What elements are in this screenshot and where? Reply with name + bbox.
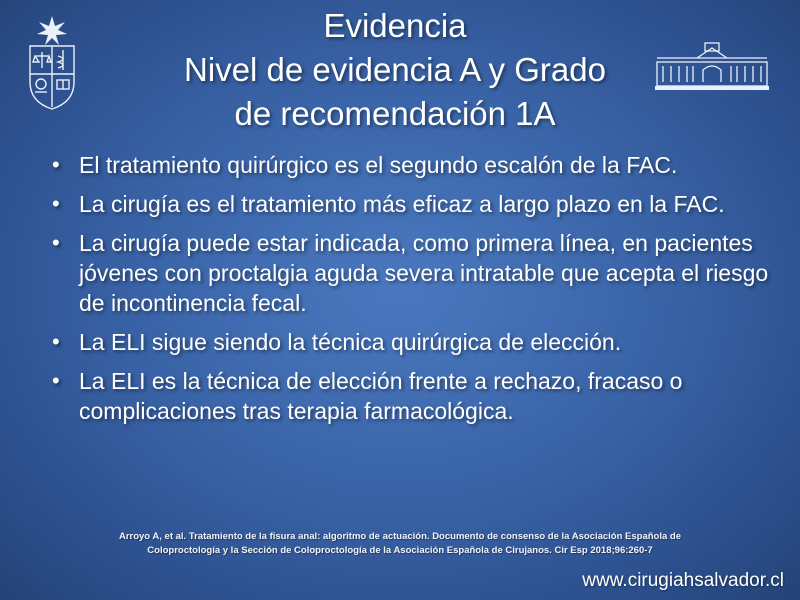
- reference-line-1: Arroyo A, et al. Tratamiento de la fisura anal: algoritmo de actuación. Documento de consenso de la Asociación Española de: [118, 531, 682, 542]
- reference-line-2: Coloproctología y la Sección de Coloproctología de la Asociación Española de Cirujanos. Cir Esp 2018;96:260-7: [147, 545, 653, 556]
- bullet-item: • La ELI es la técnica de elección frente a rechazo, fracaso o complicaciones tras terapia farmacológica.: [52, 366, 772, 426]
- reference-citation: [80, 530, 720, 558]
- title-line-1: Evidencia: [323, 7, 467, 44]
- title-line-3: de recomendación 1A: [234, 95, 556, 132]
- university-crest-icon: [22, 12, 82, 112]
- title-line-2: Nivel de evidencia A y Grado: [184, 51, 606, 88]
- bullet-item: • La cirugía es el tratamiento más eficaz a largo plazo en la FAC.: [52, 189, 772, 219]
- bullet-item: • La ELI sigue siendo la técnica quirúrgica de elección.: [52, 327, 772, 357]
- slide-title: [100, 4, 690, 136]
- bullet-list: [52, 150, 772, 435]
- bullet-item: • El tratamiento quirúrgico es el segundo escalón de la FAC.: [52, 150, 772, 180]
- website-url: www.cirugiahsalvador.cl: [582, 570, 784, 591]
- bullet-item: • La cirugía puede estar indicada, como primera línea, en pacientes jóvenes con proctalgia aguda severa intratable que acepta el riesgo de incontinencia fecal.: [52, 228, 772, 318]
